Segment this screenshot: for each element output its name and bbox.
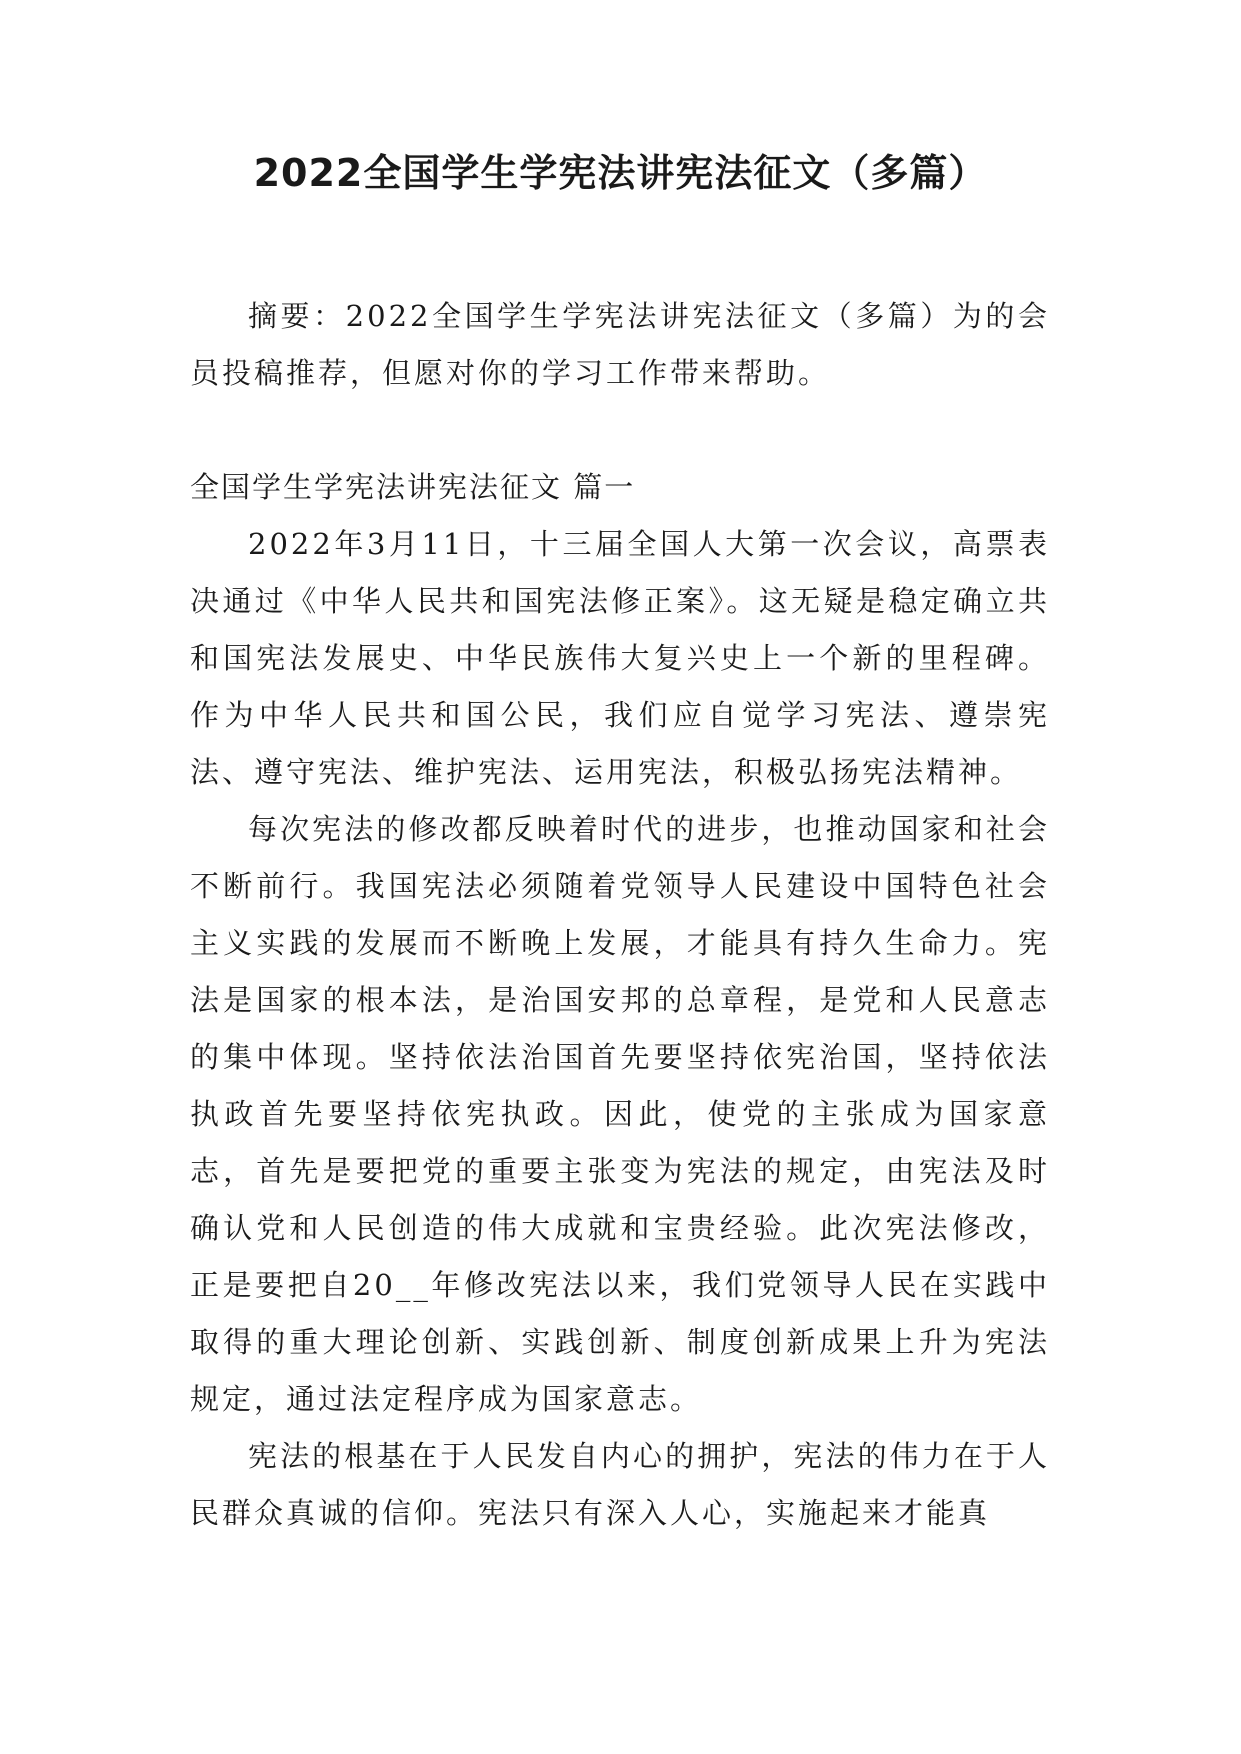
body-paragraph-3: 宪法的根基在于人民发自内心的拥护，宪法的伟力在于人民群众真诚的信仰。宪法只有深入人心，实施起来才能真 bbox=[190, 1439, 1050, 1530]
body-paragraph-2: 每次宪法的修改都反映着时代的进步，也推动国家和社会不断前行。我国宪法必须随着党领导人民建设中国特色社会主义实践的发展而不断晚上发展，才能具有持久生命力。宪法是国家的根本法，是治国安邦的总章程，是党和人民意志的集中体现。坚持依法治国首先要坚持依宪治国，坚持依法执政首先要坚持依宪执政。因此，使党的主张成为国家意志，首先是要把党的重要主张变为宪法的规定，由宪法及时确认党和人民创造的伟大成就和宝贵经验。此次宪法修改，正是要把自20__年修改宪法以来，我们党领导人民在实践中取得的重大理论创新、实践创新、制度创新成果上升为宪法规定，通过法定程序成为国家意志。 bbox=[190, 812, 1050, 1416]
abstract-paragraph: 摘要：2022全国学生学宪法讲宪法征文（多篇）为的会员投稿推荐，但愿对你的学习工作带来帮助。 bbox=[190, 299, 1050, 390]
section-heading: 全国学生学宪法讲宪法征文 篇一 bbox=[190, 470, 636, 504]
document-title: 2022全国学生学宪法讲宪法征文（多篇） bbox=[253, 151, 988, 195]
document-body bbox=[190, 288, 1050, 1542]
body-paragraph-1: 2022年3月11日，十三届全国人大第一次会议，高票表决通过《中华人民共和国宪法修正案》。这无疑是稳定确立共和国宪法发展史、中华民族伟大复兴史上一个新的里程碑。作为中华人民共和国公民，我们应自觉学习宪法、遵崇宪法、遵守宪法、维护宪法、运用宪法，积极弘扬宪法精神。 bbox=[190, 527, 1050, 789]
